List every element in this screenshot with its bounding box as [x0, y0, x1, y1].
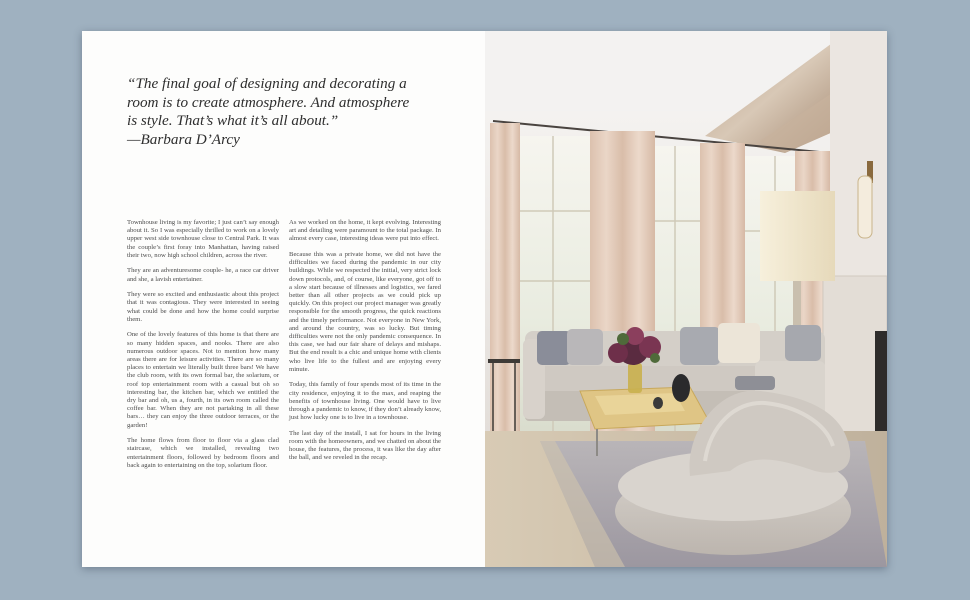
lamp-shade [760, 191, 835, 281]
quote-line: room is to create atmosphere. And atmosphere [127, 93, 410, 111]
paragraph: Today, this family of four spends most of its time in the city residence, enjoying it to the max, and reaping the benefits of townhouse living. One would have to live through a pandemic to know, if they don’t already know, just how lucky one is to live in a townhouse. [289, 381, 441, 422]
left-page [82, 31, 485, 567]
pillow [680, 327, 720, 365]
paragraph: The home flows from floor to floor via a glass clad staircase, which we installed, revealing two entertainment floors, followed by bedroom floors and back again to entertaining on the top, solarium floor. [127, 437, 279, 469]
photo-page [485, 31, 887, 567]
vase [628, 363, 642, 393]
paragraph: The last day of the install, I sat for hours in the living room with the homeowners, and we chatted on about the house, the features, the process, it was like the day after the ball, and we reveled in the recap. [289, 429, 441, 462]
quote-attribution: —Barbara D’Arcy [127, 130, 240, 148]
black-vase [672, 374, 690, 402]
text-column-right [289, 219, 441, 470]
pillow [785, 325, 821, 361]
pull-quote [127, 75, 417, 149]
side-table [488, 359, 520, 363]
book-spread [82, 31, 887, 567]
living-room-photo [485, 31, 887, 567]
quote-line: “The final goal of designing and decorating a [127, 75, 407, 92]
quote-line: is style. That’s what it’s all about.” [127, 112, 339, 130]
sconce-glass [858, 176, 872, 238]
text-column-left [127, 219, 279, 477]
pillow [735, 376, 775, 390]
fireplace-opening [875, 331, 887, 446]
pillow [718, 323, 760, 363]
small-sculpture [653, 397, 663, 409]
paragraph: One of the lovely features of this home is that there are so many hidden spaces, and nooks. There are also numerous outdoor spaces. Not to mention how many areas there are for leisure activities. There are so many places to entertain we literally built three bars! We have the club room, with its own formal bar, the solarium, or roof top entertainment room with a casual but oh so interesting bar, the kitchen bar, which we entitled the dry bar and oh, us a, fourth, in its own room called the coffee bar. When they are not partaking in all these bars… they can enjoy the three outdoor terraces, or the garden! [127, 331, 279, 429]
pillow [537, 331, 571, 365]
paragraph: They are an adventuresome couple- he, a race car driver and she, a lavish entertainer. [127, 267, 279, 283]
paragraph: They were so excited and enthusiastic about this project that it was contagious. They were interested in seeing what could be done and how the home could surprise them. [127, 291, 279, 323]
paragraph: Townhouse living is my favorite; I just can’t say enough about it. So I was especially thrilled to work on a lovely upper west side townhouse close to Central Park. It was the couple’s first foray into Manhattan, having raised their two, now high school children, across the river. [127, 219, 279, 259]
lamp-base [793, 281, 801, 331]
paragraph: As we worked on the home, it kept evolving. Interesting art and detailing were paramount to the total package. In almost every case, interesting ideas were put into effect. [289, 219, 441, 243]
pillow [567, 329, 603, 365]
paragraph: Because this was a private home, we did not have the difficulties we faced during the pandemic in our city buildings. While we respected the initial, very strict lock down protocols, and, of course, like everyone, got off to a slow start because of illnesses and logistics, we fared better than all other projects as we could pick up quickly. On this project our project manager was greatly responsible for the smooth progress, the quick reactions and the timely performance. Not everyone in New York, and around the country, was so lucky. But timing difficulties were not the only pandemic consequence. In this case, we had our fair share of delays and mishaps. But the end result is a chic and unique home with clients who live life to the fullest and are enjoying every minute. [289, 251, 441, 373]
